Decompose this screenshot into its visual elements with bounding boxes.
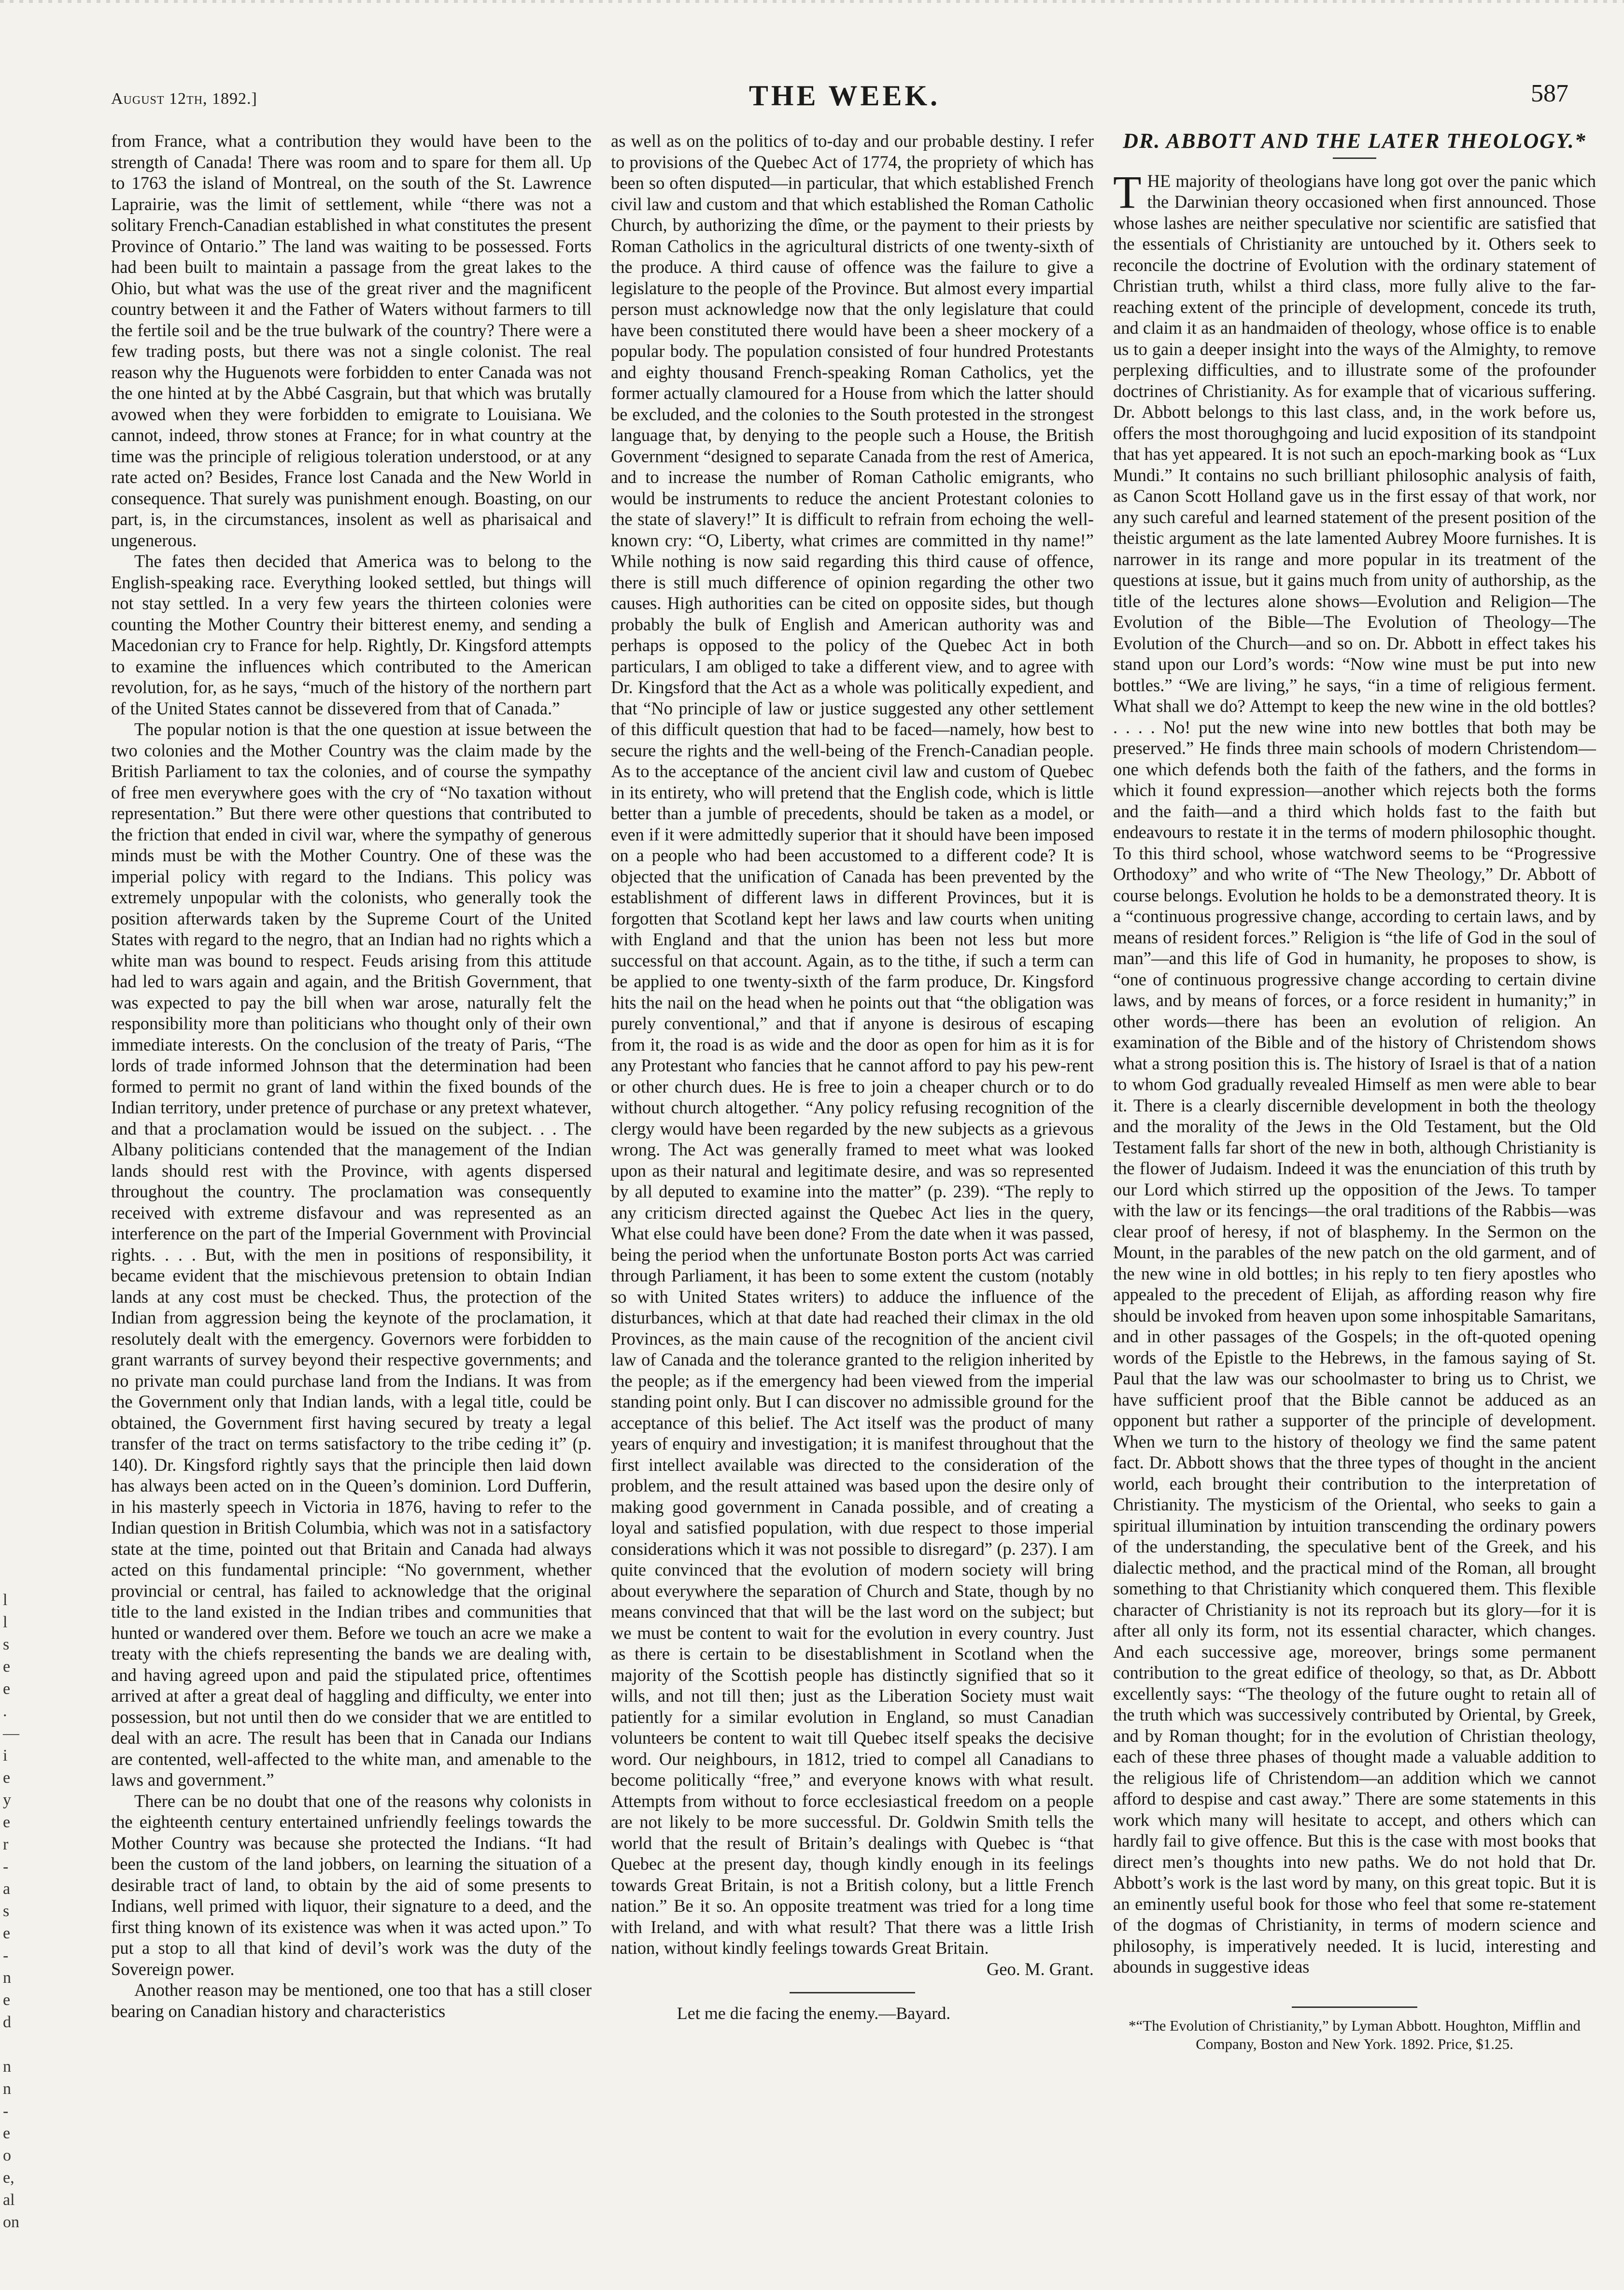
closing-quote: Let me die facing the enemy.—Bayard. [677,2004,951,2023]
margin-fragment: e [3,1680,11,1698]
margin-fragment: i [3,1747,8,1764]
column-1 [111,130,592,2021]
col1-paragraph: There can be no doubt that one of the reasons why colonists in the eighteenth century entertained unfriendly feelings towards the Mother Country was because she protected the Indians. “It had been the custom of the land jobbers, on learning the situation of a desirable tract of land, to obtain by the aid of some presents to Indians, well primed with liquor, their signature to a deed, and the first thing known of its existence was when it was acted upon.” To put a stop to all that kind of devil’s work was the duty of the Sovereign power. [111,1791,592,1979]
margin-fragment: — [3,1724,19,1742]
section-divider [790,1992,915,1993]
margin-fragment: n [3,2080,11,2098]
margin-fragment: e [3,1813,11,1831]
margin-fragment: r [3,1835,9,1853]
margin-fragment: l [3,1613,8,1631]
column-2 [611,130,1094,2024]
margin-fragment: e [3,1991,11,2009]
margin-fragment: n [3,2058,11,2076]
col2-paragraph: as well as on the politics of to-day and our probable destiny. I refer to provisions of the Quebec Act of 1774, the propriety of which has been so often disputed—in particular, that which established French civil law and custom and that which established the Roman Catholic Church, by authorizing the dîme, or the payment to their priests by Roman Catholics in the agricultural districts of one twenty-sixth of the produce. A third cause of offence was the failure to give a legislature to the people of the Province. But almost every impartial person must acknowledge now that the only legislature that could have been constituted there would have been a sheer mockery of a popular body. The population consisted of four hundred Protestants and eighty thousand French-speaking Roman Catholics, yet the former actually clamoured for a House from which the latter should be excluded, and the colonies to the South protested in the strongest language that, by denying to the people such a House, the British Government “designed to separate Canada from the rest of America, and to increase the number of Roman Catholic emigrants, who would be instruments to reduce the ancient Protestant colonies to the state of slavery!” It is difficult to refrain from echoing the well-known cry: “O, Liberty, what crimes are committed in thy name!” While nothing is now said regarding this third cause of offence, there is still much difference of opinion regarding the other two causes. High authorities can be cited on opposite sides, but though probably the bulk of English and American authority was and perhaps is opposed to the policy of the Quebec Act in both particulars, I am obliged to take a different view, and to agree with Dr. Kingsford that the Act as a whole was politically expedient, and that “No principle of law or justice suggested any other settlement of this difficult question that had to be faced—namely, how best to secure the rights and the well-being of the French-Canadian people. As to the acceptance of the ancient civil law and custom of Quebec in its entirety, who will pretend that the English code, which is little better than a jumble of precedents, should be taken as a model, or even if it were admittedly superior that it should have been imposed on a people who had been accustomed to a different code? It is objected that the unification of Canada has been prevented by the establishment of different laws in different Provinces, but it is forgotten that Scotland kept her laws and law courts when uniting with England and that the union has been not less but more successful on that account. Again, as to the tithe, if such a term can be applied to one twenty-sixth of the farm produce, Dr. Kingsford hits the nail on the head when he points out that “the obligation was purely conventional,” and that if anyone is desirous of escaping from it, the road is as wide and the door as open for him as it is for any Protestant who fancies that he cannot afford to pay his pew-rent or other church dues. He is free to join a cheaper church or to do without church altogether. “Any policy refusing recognition of the clergy would have been regarded by the new subjects as a grievous wrong. The Act was generally framed to meet what was looked upon as their natural and legitimate desire, and was so represented by all deputed to examine into the matter” (p. 239). “The reply to any criticism directed against the Quebec Act lies in the query, What else could have been done? From the date when it was passed, being the period when the unfortunate Boston ports Act was carried through Parliament, it has been to some extent the custom (notably so with United States writers) to adduce the influence of the disturbances, which at that date had reached their climax in the old Provinces, as the main cause of the recognition of the ancient civil law of Canada and the tolerance granted to the religion inherited by the people; as if the emergency had been viewed from the imperial standing point only. But I can discover no admissible ground for the acceptance of this belief. The Act itself was the product of many years of enquiry and investigation; it is manifest throughout that the first intellect available was directed to the consideration of the problem, and the result attained was based upon the desire only of making good government in Canada possible, and of creating a loyal and satisfied population, with due respect to those imperial considerations which it was not possible to disregard” (p. 237). I am quite convinced that the evolution of modern society will bring about everywhere the separation of Church and State, though by no means convinced that that will be the last word on the subject; but we must be content to wait for the evolution in every country. Just as there is certain to be disestablishment in Scotland when the majority of the Scottish people has distinctly signified that so it wills, and not till then; just as the Liberation Society must wait patiently for a similar evolution in England, so must Canadian volunteers be content to wait till Quebec itself speaks the decisive word. Our neighbours, in 1812, tried to compel all Canadians to become politically “free,” and everyone knows with what result. Attempts from without to force ecclesiastical freedom on a people are not likely to be more successful. Dr. Goldwin Smith tells the world that the result of Britain’s dealings with Quebec is “that Quebec at the present day, though kindly enough in its feelings towards Great Britain, is not a British colony, but a little French nation.” Be it so. An opposite treatment was tried for a long time with Ireland, and with what result? That there was a little Irish nation, without kindly feelings towards Great Britain. [611,131,1094,1958]
adjacent-page-margin-fragments [3,1589,22,2233]
margin-fragment: . [3,1702,7,1720]
col1-paragraph: Another reason may be mentioned, one too that has a still closer bearing on Canadian history and characteristics [111,1980,592,2021]
margin-fragment: d [3,2013,11,2031]
margin-fragment: n [3,1969,11,1987]
margin-fragment: - [3,2102,9,2120]
top-edge-perforation [0,0,1624,3]
footnote: *“The Evolution of Christianity,” by Lyman Abbott. Houghton, Mifflin and Company, Boston and New York. 1892. Price, $1.25. [1129,2017,1581,2052]
margin-fragment: - [3,1858,9,1876]
margin-fragment: on [3,2213,19,2231]
margin-fragment: e [3,2124,11,2142]
article-body [1113,166,1596,1977]
margin-fragment: e, [3,2169,14,2187]
margin-fragment: e [3,1658,11,1676]
running-head [111,72,1578,116]
issue-date: August 12th, 1892.] [111,90,257,108]
margin-fragment: s [3,1636,10,1653]
col1-paragraph: The fates then decided that America was to belong to the English-speaking race. Everything looked settled, but things will not stay settled. In a very few years the thirteen colonies were counting the Mother Country their bitterest enemy, and sending a Macedonian cry to France for help. Rightly, Dr. Kingsford attempts to examine the influences which contributed to the American revolution, for, as he says, “much of the history of the northern part of the United States cannot be dissevered from that of Canada.” [111,551,592,718]
article-text: HE majority of theologians have long got over the panic which the Darwinian theory occasioned when first announced. Those whose lashes are neither speculative nor scientific are satisfied that the essentials of Christianity are untouched by it. Others seek to reconcile the doctrine of Evolution with the ordinary statement of Christian truth, whilst a third class, more fully alive to the far-reaching extent of the principle of development, concede its truth, and claim it as an handmaiden of theology, whose office is to enable us to gain a deeper insight into the ways of the Almighty, to remove perplexing difficulties, and to illustrate some of the profounder doctrines of Christianity. As for example that of vicarious suffering. Dr. Abbott belongs to this last class, and, in the work before us, offers the most thoroughgoing and lucid exposition of its standpoint that has yet appeared. It is not such an epoch-marking book as “Lux Mundi.” It contains no such brilliant philosophic analysis of faith, as Canon Scott Holland gave us in the first essay of that work, nor any such careful and learned statement of the present position of the theistic argument as the late lamented Aubrey Moore furnishes. It is narrower in its range and more popular in its treatment of the questions at issue, but it gains much from unity of authorship, as the title of the lectures alone shows—Evolution and Religion—The Evolution of the Bible—The Evolution of Theology—The Evolution of the Church—and so on. Dr. Abbott in effect takes his stand upon our Lord’s words: “Now wine must be put into new bottles.” “We are living,” he says, “in a time of religious ferment. What shall we do? Attempt to keep the new wine in the old bottles? . . . . No! put the new wine into new bottles that both may be preserved.” He finds three main schools of modern Christendom—one which defends both the faith of the fathers, and the forms in which it found expression—another which rejects both the forms and the faith—and a third which holds fast to the faith but endeavours to restate it in the terms of modern philosophic thought. To this third school, whose watchword seems to be “Progressive Orthodoxy” and who write of “The New Theology,” Dr. Abbott of course belongs. Evolution he holds to be a demonstrated theory. It is a “continuous progressive change, according to certain laws, and by means of resident forces.” Religion is “the life of God in the soul of man”—and this life of God in humanity, he proposes to show, is “one of continuous progressive change according to certain divine laws, and by means of forces, or a force resident in humanity;” in other words—there has been an evolution of religion. An examination of the Bible and of the history of Christendom shows what a strong position this is. The history of Israel is that of a nation to whom God gradually revealed Himself as men were able to bear it. There is a clearly discernible development in both the theology and the morality of the Jews in the Old Testament, but the Old Testament falls far short of the new in both, although Christianity is the flower of Judaism. Indeed it was the enunciation of this truth by our Lord which stirred up the opposition of the Jews. To tamper with the law or its fencings—the oral traditions of the Rabbis—was clear proof of heresy, if not of blasphemy. In the Sermon on the Mount, in the parables of the new patch on the old garment, and of the new wine in old bottles; in his reply to ten fiery apostles who appealed to the precedent of Elijah, as affording reason why fire should be invoked from heaven upon some inhospitable Samaritans, and in other passages of the Gospels; in the oft-quoted opening words of the Epistle to the Hebrews, in the famous saying of St. Paul that the law was our schoolmaster to bring us to Christ, we have sufficient proof that the Bible cannot be adduced as an opponent but rather a supporter of the principle of development. When we turn to the history of theology we find the same patent fact. Dr. Abbott shows that the three types of thought in the ancient world, each brought their contribution to the interpretation of Christianity. The mysticism of the Oriental, who seeks to gain a spiritual illumination by intuition transcending the ordinary powers of the understanding, the speculative bent of the Greek, and his dialectic method, and the practical mind of the Roman, all brought something to that Christianity which conquered them. This flexible character of Christianity is not its reproach but its glory—for it is after all only its form, not its essential character, which changes. And each successive age, moreover, brings some permanent contribution to the great edifice of theology, so that, as Dr. Abbott excellently says: “The theology of the future ought to retain all of the truth which was successively contributed by Oriental, by Greek, and by Roman thought; for in the evolution of Christian theology, each of these three phases of thought made a valuable addition to the religious life of Christendom—an addition which we cannot afford to despise and cast away.” There are some statements in this work which many will hesitate to accept, and others which can hardly fail to give offence. But this is the case with most books that direct men’s thoughts into new paths. We do not hold that Dr. Abbott’s work is the last word by many, on this great topic. But it is an eminently useful book for those who feel that some re-statement of the dogmas of Christianity, in terms of modern science and philosophy, is imperatively needed. It is lucid, interesting and abounds in suggestive ideas [1113,171,1596,1977]
col1-paragraph: from France, what a contribution they would have been to the strength of Canada! There was room and to spare for them all. Up to 1763 the island of Montreal, on the south of the St. Lawrence Laprairie, was the limit of settlement, while “there was not a solitary French-Canadian established in what constitutes the present Province of Ontario.” The land was waiting to be possessed. Forts had been built to maintain a passage from the great lakes to the Ohio, but what was the use of the great river and the magnificent country between it and the Father of Waters without farmers to till the fertile soil and be the true bulwark of the country? There were a few trading posts, but there was not a single colonist. The real reason why the Huguenots were forbidden to enter Canada was not the one hinted at by the Abbé Casgrain, but that which was brutally avowed when they were forbidden to emigrate to Louisiana. We cannot, indeed, throw stones at France; for in what country at the time was the principle of religious toleration understood, or at any rate acted on? Besides, France lost Canada and the New World in consequence. That surely was punishment enough. Boasting, on our part, is, in the circumstances, insolent as well as pharisaical and ungenerous. [111,131,592,550]
page-number: 587 [1531,80,1568,107]
article-title: DR. ABBOTT AND THE LATER THEOLOGY.* [1123,129,1586,153]
margin-fragment: y [3,1791,11,1809]
margin-fragment: - [3,1947,9,1964]
margin-fragment: l [3,1591,8,1609]
margin-fragment: e [3,1924,11,1942]
journal-title: THE WEEK. [748,80,941,112]
margin-fragment [3,2034,22,2056]
title-divider [1333,157,1376,159]
author-signature: Geo. M. Grant. [987,1959,1094,1979]
margin-fragment: e [3,1769,11,1787]
margin-fragment: s [3,1902,10,1920]
margin-fragment: a [3,1880,11,1898]
column-3 [1113,130,1596,2053]
margin-fragment: o [3,2147,11,2164]
drop-cap: T [1113,166,1142,218]
margin-fragment: al [3,2191,15,2209]
footnote-divider [1292,2006,1417,2008]
col1-paragraph: The popular notion is that the one question at issue between the two colonies and the Mother Country was the claim made by the British Parliament to tax the colonies, and of course the sympathy of free men everywhere goes with the cry of “No taxation without representation.” But there were other questions that contributed to the friction that ended in civil war, where the sympathy of generous minds must be with the Mother Country. One of these was the imperial policy with regard to the Indians. This policy was extremely unpopular with the colonists, who generally took the position afterwards taken by the Supreme Court of the United States with regard to the negro, that an Indian had no rights which a white man was bound to respect. Feuds arising from this attitude had led to wars again and again, and the British Government, that was expected to pay the bill when war arose, naturally felt the responsibility more than politicians who thought only of their own immediate interests. On the conclusion of the treaty of Paris, “The lords of trade informed Johnson that the determination had been formed to permit no grant of land within the fixed bounds of the Indian territory, under pretence of purchase or any pretext whatever, and that a proclamation would be issued on the subject. . . The Albany politicians contended that the management of the Indian lands should rest with the Province, with agents dispersed throughout the country. The proclamation was consequently received with extreme disfavour and was represented as an interference on the part of the Imperial Government with Provincial rights. . . . But, with the men in positions of responsibility, it became evident that the mischievous pretension to obtain Indian lands at any cost must be checked. Thus, the protection of the Indian from aggression being the keynote of the proclamation, it resolutely dealt with the emergency. Governors were forbidden to grant warrants of survey beyond their respective governments; and no private man could purchase land from the Indians. It was from the Government only that Indian lands, with a legal title, could be obtained, the Government first having secured by treaty a legal transfer of the tract on terms satisfactory to the tribe ceding it” (p. 140). Dr. Kingsford rightly says that the principle then laid down has always been acted on in the Queen’s dominion. Lord Dufferin, in his masterly speech in Victoria in 1876, having to refer to the Indian question in British Columbia, which was not in a satisfactory state at the time, pointed out that Britain and Canada had always acted on this fundamental principle: “No government, whether provincial or central, has failed to acknowledge that the original title to the land existed in the Indian tribes and communities that hunted or wandered over them. Before we touch an acre we make a treaty with the chiefs representing the bands we are dealing with, and having agreed upon and paid the stipulated price, oftentimes arrived at after a great deal of haggling and difficulty, we enter into possession, but not until then do we consider that we are entitled to deal with an acre. The result has been that in Canada our Indians are contented, well-affected to the white man, and amenable to the laws and government.” [111,719,592,1790]
